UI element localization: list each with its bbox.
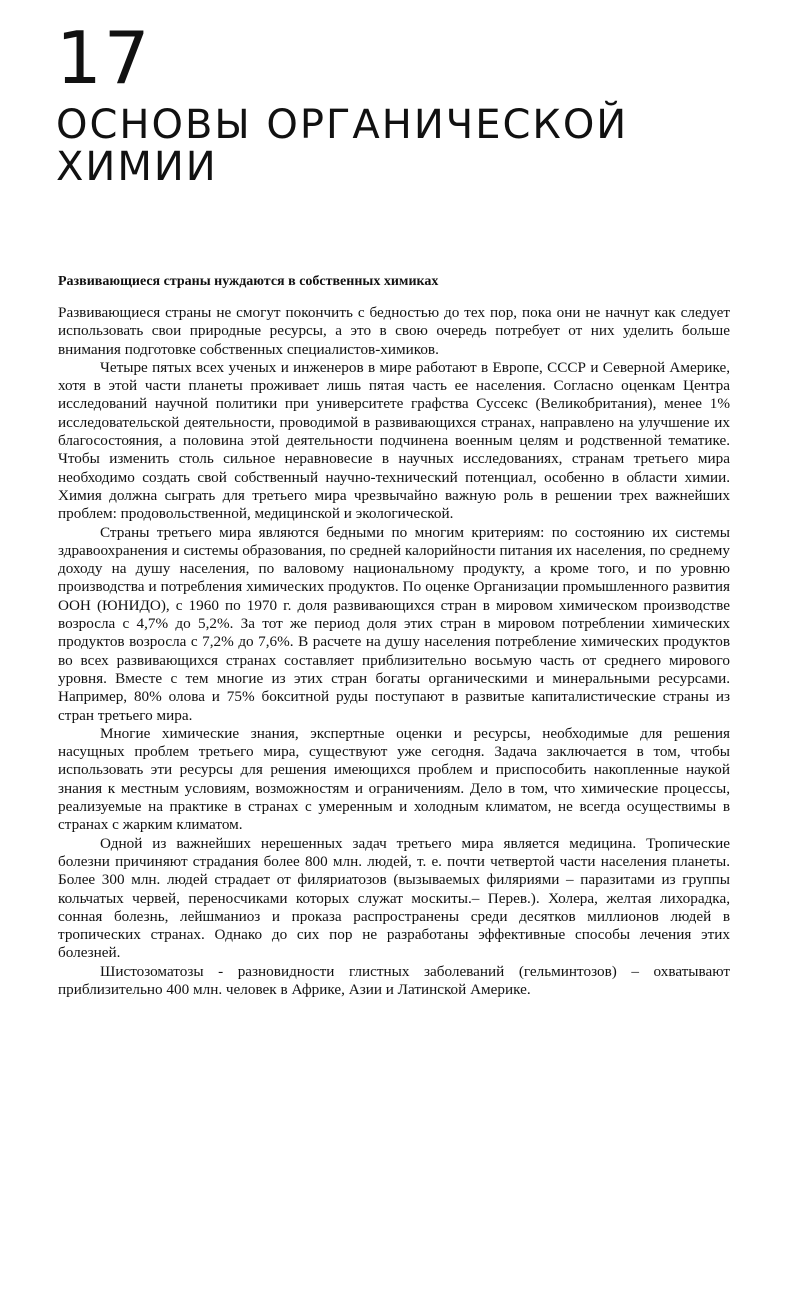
paragraph-3: Страны третьего мира являются бедными по многим критериям: по состоянию их системы здравоохранения и системы образования, по средней калорийности питания их населения, по среднему доходу на душу населения, по валовому национальному продукту, а кроме того, и по уровню производства и потребления химических продуктов. По оценке Организации промышленного развития ООН (ЮНИДО), с 1960 по 1970 г. доля развивающихся стран в мировом химическом производстве возросла с 4,7% до 5,2%. За тот же период доля этих стран в мировом потреблении химических продуктов возросла с 7,2% до 7,6%. В расчете на душу населения потребление химических продуктов во всех развивающихся странах составляет приблизительно восьмую часть от среднего мирового уровня. Вместе с тем многие из этих стран богаты органическими и минеральными ресурсами. Например, 80% олова и 75% бокситной руды поступают в развитые капиталистические страны из стран третьего мира. bbox=[58, 523, 730, 724]
paragraph-5: Одной из важнейших нерешенных задач третьего мира является медицина. Тропические болезни причиняют страдания более 800 млн. людей, т. е. почти четвертой части населения планеты. Более 300 млн. людей страдает от филяриатозов (вызываемых филяриями – паразитами из группы кольчатых червей, переносчиками которых служат москиты.– Перев.). Холера, желтая лихорадка, сонная болезнь, лейшманиоз и проказа распространены среди десятков миллионов людей в тропических странах. Однако до сих пор не разработаны эффективные способы лечения этих болезней. bbox=[58, 834, 730, 962]
chapter-title bbox=[56, 104, 756, 188]
paragraph-2: Четыре пятых всех ученых и инженеров в мире работают в Европе, СССР и Северной Америке, хотя в этой части планеты проживает лишь пятая часть ее населения. Согласно оценкам Центра исследований научной политики при университете графства Суссекс (Великобритания), менее 1% исследовательской деятельности, проводимой в развивающихся странах, направлено на улучшение их благосостояния, а половина этой деятельности подчинена военным целям и родственной тематике. Чтобы изменить столь сильное неравновесие в научных исследованиях, странам третьего мира необходимо создать свой собственный научно-технический потенциал, особенно в области химии. Химия должна сыграть для третьего мира чрезвычайно важную роль в решении трех важнейших проблем: продовольственной, медицинской и экологической. bbox=[58, 358, 730, 523]
chapter-title-line-1: ОСНОВЫ ОРГАНИЧЕСКОЙ bbox=[56, 102, 629, 148]
chapter-number: 17 bbox=[56, 16, 152, 100]
paragraph-1: Развивающиеся страны не смогут покончить с бедностью до тех пор, пока они не начнут как следует использовать свои природные ресурсы, а это в свою очередь потребует от них уделить больше внимания подготовке собственных специалистов-химиков. bbox=[58, 304, 730, 358]
section-heading: Развивающиеся страны нуждаются в собственных химиках bbox=[58, 274, 439, 289]
chapter-title-line-2: ХИМИИ bbox=[56, 144, 218, 190]
paragraph-6: Шистозоматозы - разновидности глистных заболеваний (гельминтозов) – охватывают приблизительно 400 млн. человек в Африке, Азии и Латинской Америке. bbox=[58, 962, 730, 998]
body-text bbox=[58, 304, 730, 999]
paragraph-4: Многие химические знания, экспертные оценки и ресурсы, необходимые для решения насущных проблем третьего мира, существуют уже сегодня. Задача заключается в том, чтобы использовать эти ресурсы для решения имеющихся проблем и приспособить накопленные наукой знания к местным условиям, возможностям и ограничениям. Дело в том, что химические процессы, реализуемые на практике в странах с умеренным и холодным климатом, не всегда осуществимы в странах с жарким климатом. bbox=[58, 724, 730, 834]
